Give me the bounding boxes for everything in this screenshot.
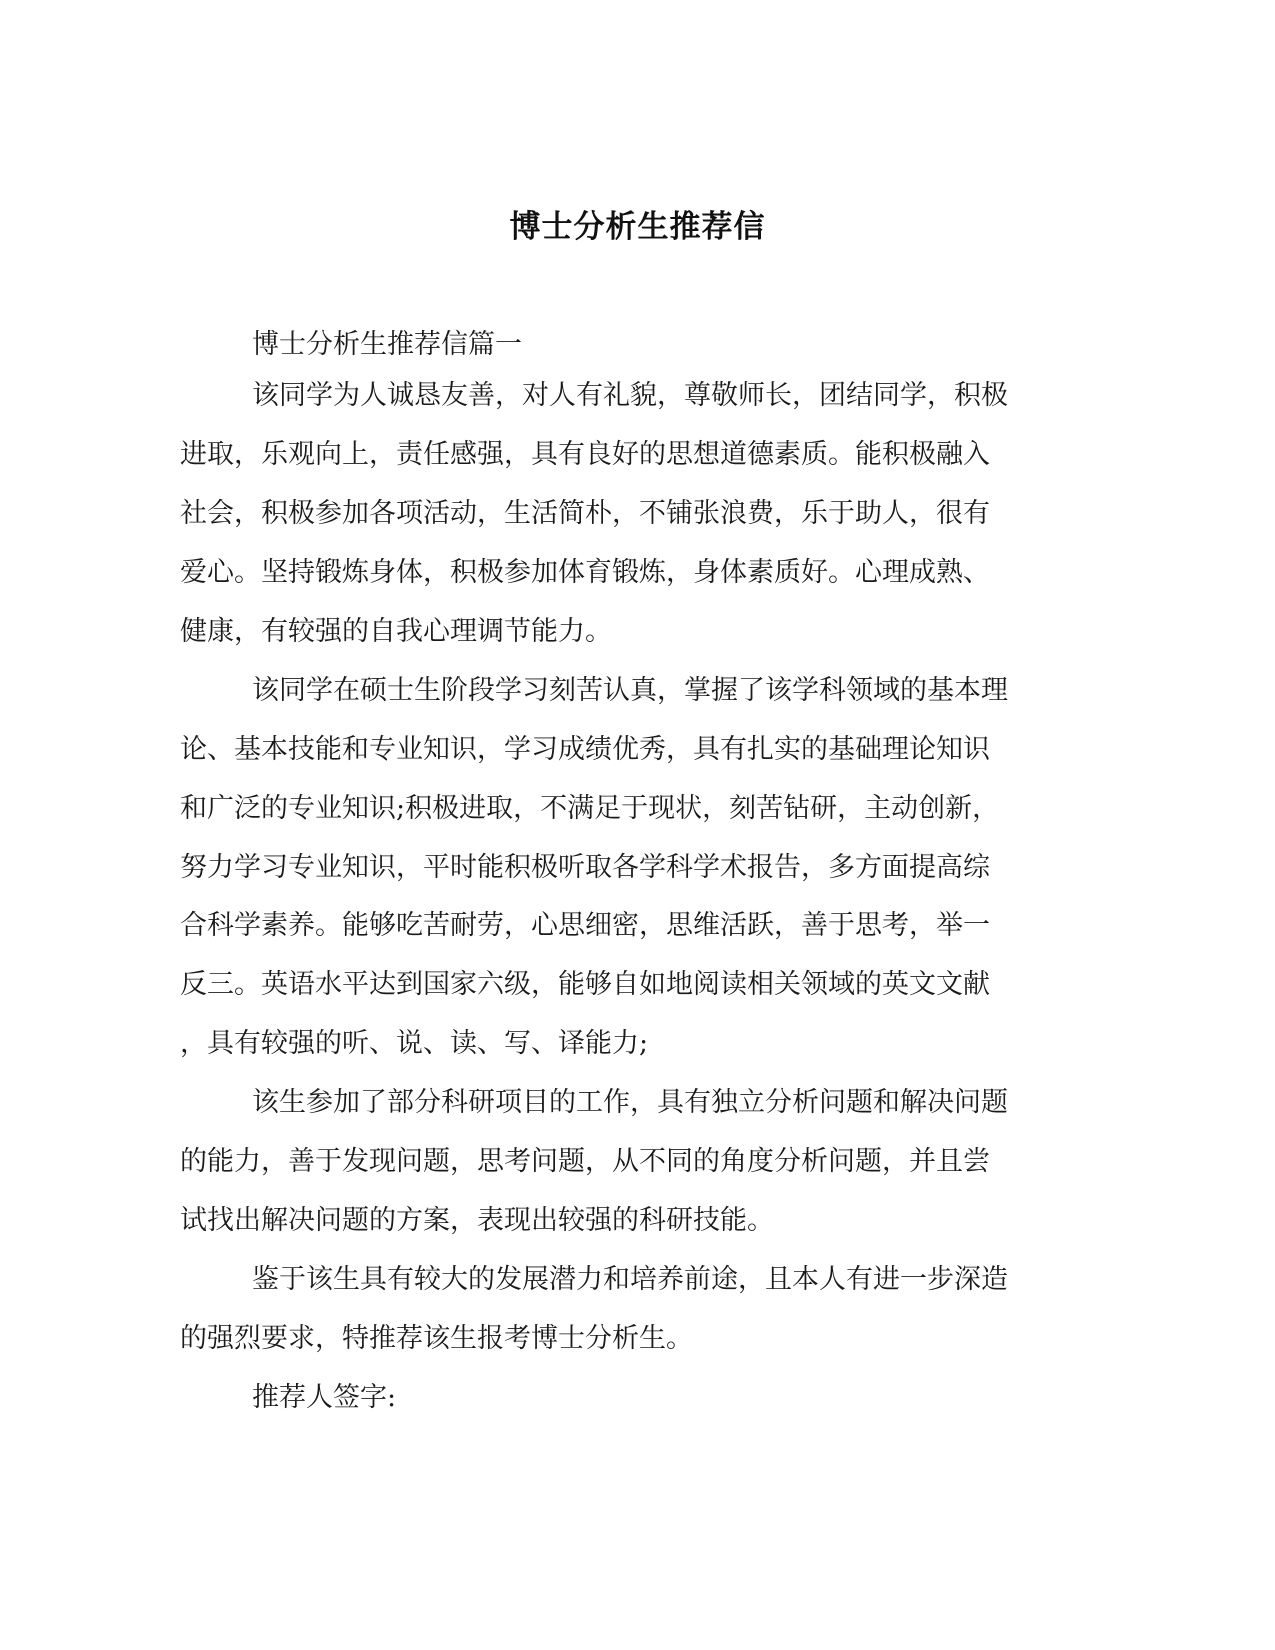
paragraph-3-line-2: 的能力，善于发现问题，思考问题，从不同的角度分析问题，并且尝	[180, 1146, 990, 1177]
paragraph-1-line-3: 社会，积极参加各项活动，生活简朴，不铺张浪费，乐于助人，很有	[180, 498, 990, 529]
paragraph-2-line-2: 论、基本技能和专业知识，学习成绩优秀，具有扎实的基础理论知识	[180, 734, 990, 765]
signature-label: 推荐人签字:	[252, 1382, 397, 1413]
paragraph-2-line-7: ，具有较强的听、说、读、写、译能力;	[180, 1028, 649, 1059]
paragraph-1-line-5: 健康，有较强的自我心理调节能力。	[180, 616, 612, 647]
document-title: 博士分析生推荐信	[509, 209, 766, 245]
paragraph-2-line-3: 和广泛的专业知识;积极进取，不满足于现状，刻苦钻研，主动创新，	[180, 793, 1000, 824]
paragraph-2-line-1: 该同学在硕士生阶段学习刻苦认真，掌握了该学科领域的基本理	[252, 675, 1008, 706]
paragraph-3-line-3: 试找出解决问题的方案，表现出较强的科研技能。	[180, 1205, 774, 1236]
text-line: 该同学为人诚恳友善，对人有礼貌，尊敬师长，团结同学，积极	[252, 380, 1008, 411]
paragraph-2-line-4: 努力学习专业知识，平时能积极听取各学科学术报告，多方面提高综	[180, 852, 990, 883]
paragraph-1-line-4: 爱心。坚持锻炼身体，积极参加体育锻炼，身体素质好。心理成熟、	[180, 557, 990, 588]
section-heading: 博士分析生推荐信篇一	[252, 329, 522, 360]
paragraph-2-line-5: 合科学素养。能够吃苦耐劳，心思细密，思维活跃，善于思考，举一	[180, 910, 990, 941]
paragraph-2-line-6: 反三。英语水平达到国家六级，能够自如地阅读相关领域的英文文献	[180, 969, 990, 1000]
paragraph-3-line-1: 该生参加了部分科研项目的工作，具有独立分析问题和解决问题	[252, 1087, 1008, 1118]
paragraph-1-line-2: 进取，乐观向上，责任感强，具有良好的思想道德素质。能积极融入	[180, 439, 990, 470]
paragraph-1-line-1	[252, 376, 1025, 416]
paragraph-4-line-1: 鉴于该生具有较大的发展潜力和培养前途，且本人有进一步深造	[252, 1264, 1008, 1295]
paragraph-4-line-2: 的强烈要求，特推荐该生报考博士分析生。	[180, 1323, 693, 1354]
